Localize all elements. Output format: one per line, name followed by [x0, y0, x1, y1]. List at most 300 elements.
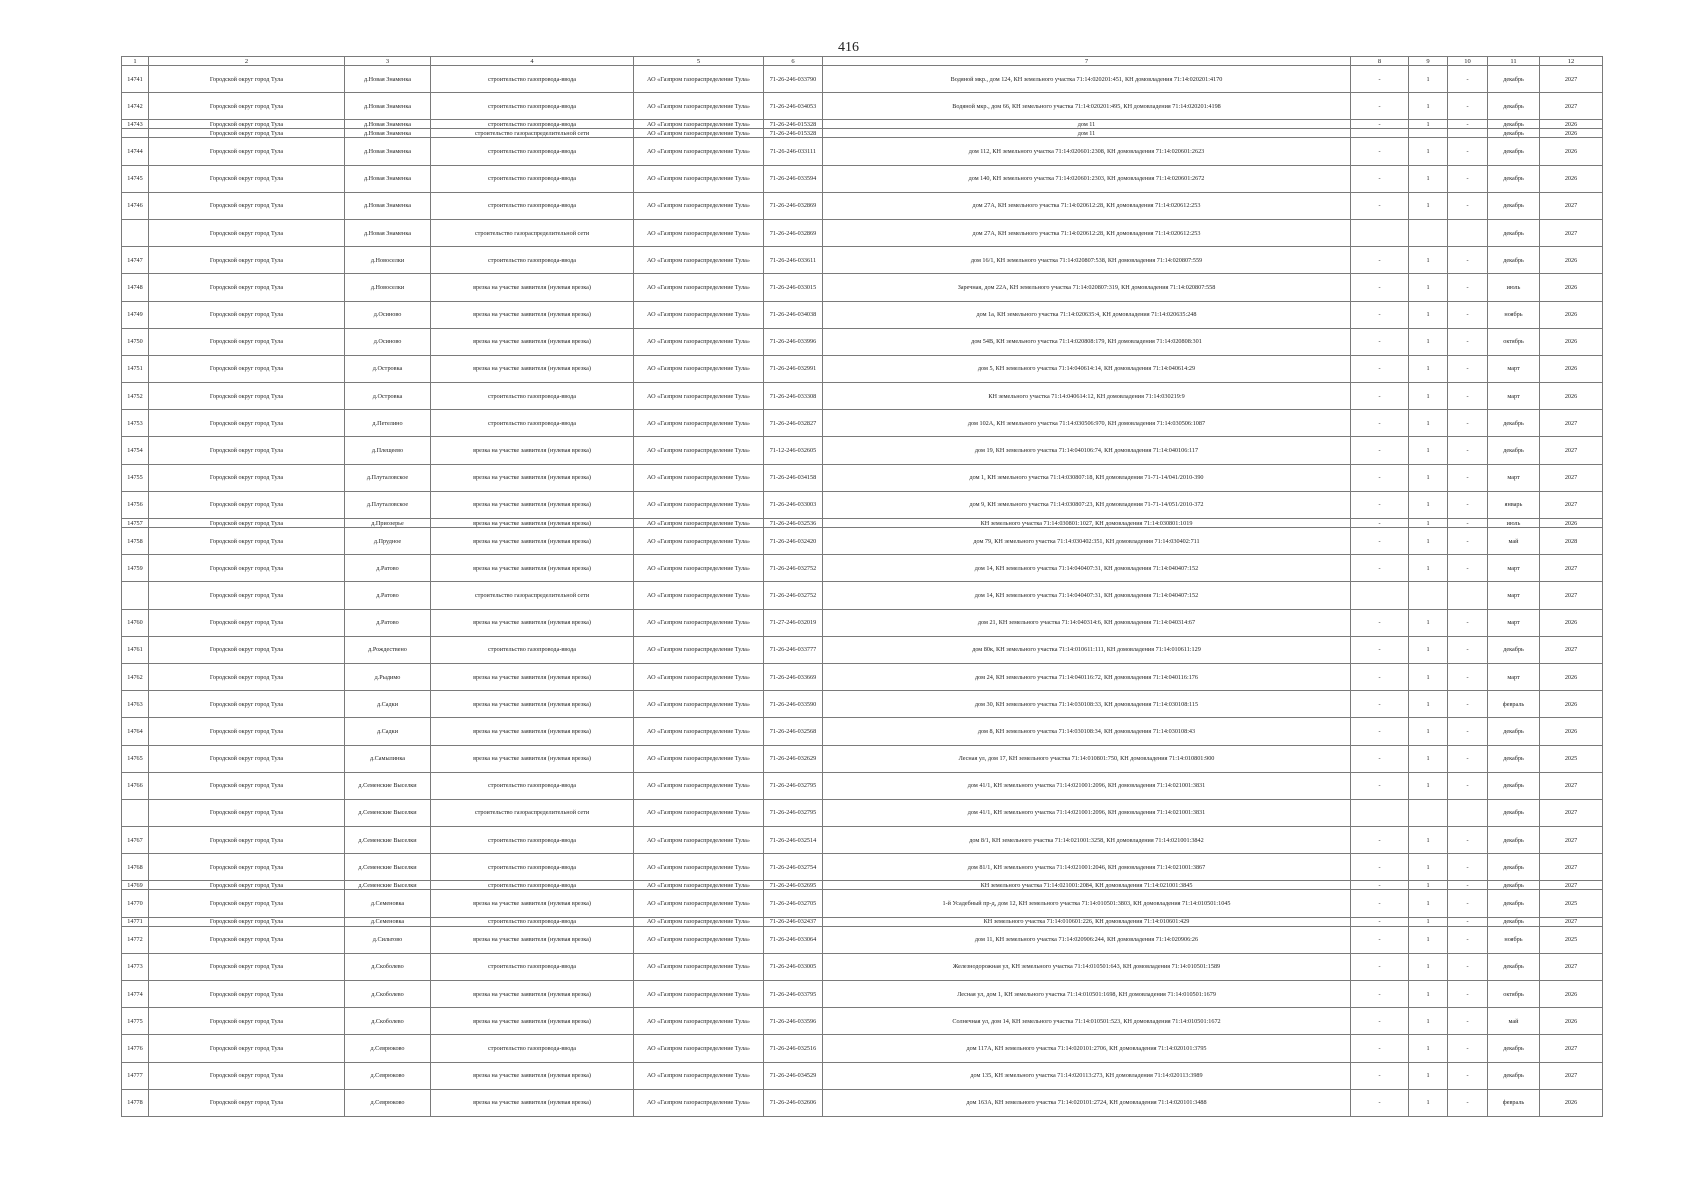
district-cell: Городской округ город Тула	[149, 1062, 345, 1089]
application-code-cell: 71-26-246-032420	[764, 528, 823, 555]
column-10-cell	[1448, 582, 1488, 609]
district-cell: Городской округ город Тула	[149, 1089, 345, 1116]
application-code-cell: 71-26-246-032869	[764, 219, 823, 246]
month-cell: декабрь	[1488, 745, 1540, 772]
column-8-cell: -	[1351, 609, 1409, 636]
work-type-cell: врезка на участке заявителя (нулевая врезка)	[431, 890, 634, 917]
column-9-cell: 1	[1409, 66, 1448, 93]
column-8-cell: -	[1351, 953, 1409, 980]
column-8-cell: -	[1351, 301, 1409, 328]
application-code-cell: 71-26-246-033308	[764, 383, 823, 410]
table-row	[122, 1089, 1603, 1116]
row-number-cell: 14749	[122, 301, 149, 328]
year-cell: 2026	[1540, 981, 1603, 1008]
application-code-cell: 71-26-246-032516	[764, 1035, 823, 1062]
work-type-cell: врезка на участке заявителя (нулевая врезка)	[431, 981, 634, 1008]
row-number-cell: 14755	[122, 464, 149, 491]
month-cell: декабрь	[1488, 953, 1540, 980]
address-cell: дом 163А, КН земельного участка 71:14:020101:2724, КН домовладения 71:14:020101:3488	[823, 1089, 1351, 1116]
organization-cell: АО «Газпром газораспределение Тула»	[634, 129, 764, 138]
organization-cell: АО «Газпром газораспределение Тула»	[634, 519, 764, 528]
column-8-cell: -	[1351, 636, 1409, 663]
application-code-cell: 71-26-246-033594	[764, 165, 823, 192]
application-code-cell: 71-26-246-033996	[764, 328, 823, 355]
column-10-cell	[1448, 129, 1488, 138]
district-cell: Городской округ город Тула	[149, 301, 345, 328]
application-code-cell: 71-26-246-032754	[764, 854, 823, 881]
year-cell: 2027	[1540, 917, 1603, 926]
application-code-cell: 71-26-246-034053	[764, 93, 823, 120]
year-cell: 2027	[1540, 772, 1603, 799]
column-9-cell: 1	[1409, 636, 1448, 663]
row-number-cell: 14769	[122, 881, 149, 890]
column-8-cell: -	[1351, 555, 1409, 582]
address-cell: Водяной мкр., дом 66, КН земельного участка 71:14:020201:495, КН домовладения 71:14:020201:4198	[823, 93, 1351, 120]
year-cell: 2026	[1540, 383, 1603, 410]
address-cell: дом 19, КН земельного участка 71:14:040106:74, КН домовладения 71:14:040106:117	[823, 437, 1351, 464]
row-number-cell: 14772	[122, 926, 149, 953]
column-9-cell: 1	[1409, 192, 1448, 219]
district-cell: Городской округ город Тула	[149, 410, 345, 437]
settlement-cell: д.Семенские Выселки	[345, 799, 431, 826]
work-type-cell: врезка на участке заявителя (нулевая врезка)	[431, 528, 634, 555]
settlement-cell: д.Скоболево	[345, 981, 431, 1008]
table-row	[122, 772, 1603, 799]
table-row	[122, 491, 1603, 518]
district-cell: Городской округ город Тула	[149, 772, 345, 799]
application-code-cell: 71-26-246-032568	[764, 718, 823, 745]
organization-cell: АО «Газпром газораспределение Тула»	[634, 247, 764, 274]
month-cell: декабрь	[1488, 881, 1540, 890]
settlement-cell: д.Севрюково	[345, 1089, 431, 1116]
column-9-cell: 1	[1409, 745, 1448, 772]
table-row	[122, 437, 1603, 464]
address-cell: дом 135, КН земельного участка 71:14:020113:273, КН домовладения 71:14:020113:3989	[823, 1062, 1351, 1089]
column-9-cell: 1	[1409, 138, 1448, 165]
organization-cell: АО «Газпром газораспределение Тула»	[634, 1035, 764, 1062]
column-9-cell: 1	[1409, 981, 1448, 1008]
address-cell: дом 8, КН земельного участка 71:14:030108:34, КН домовладения 71:14:030108:43	[823, 718, 1351, 745]
address-cell: дом 9, КН земельного участка 71:14:030807:23, КН домовладения 71-71-14/051/2010-372	[823, 491, 1351, 518]
month-cell: июль	[1488, 519, 1540, 528]
work-type-cell: врезка на участке заявителя (нулевая врезка)	[431, 1008, 634, 1035]
month-cell: декабрь	[1488, 718, 1540, 745]
settlement-cell: д.Ратово	[345, 582, 431, 609]
column-10-cell: -	[1448, 745, 1488, 772]
district-cell: Городской округ город Тула	[149, 192, 345, 219]
district-cell: Городской округ город Тула	[149, 437, 345, 464]
address-cell: дом 14, КН земельного участка 71:14:040407:31, КН домовладения 71:14:040407:152	[823, 555, 1351, 582]
organization-cell: АО «Газпром газораспределение Тула»	[634, 799, 764, 826]
address-cell: дом 30, КН земельного участка 71:14:030108:33, КН домовладения 71:14:030108:115	[823, 691, 1351, 718]
settlement-cell: д.Плуталовское	[345, 491, 431, 518]
column-header: 3	[345, 57, 431, 66]
district-cell: Городской округ город Тула	[149, 66, 345, 93]
column-9-cell: 1	[1409, 410, 1448, 437]
column-8-cell: -	[1351, 745, 1409, 772]
column-10-cell: -	[1448, 192, 1488, 219]
work-type-cell: строительство газопровода-ввода	[431, 120, 634, 129]
year-cell: 2026	[1540, 691, 1603, 718]
column-8-cell: -	[1351, 328, 1409, 355]
month-cell: декабрь	[1488, 772, 1540, 799]
settlement-cell: д.Семенские Выселки	[345, 772, 431, 799]
organization-cell: АО «Газпром газораспределение Тула»	[634, 609, 764, 636]
year-cell: 2026	[1540, 138, 1603, 165]
district-cell: Городской округ город Тула	[149, 854, 345, 881]
work-type-cell: строительство газопровода-ввода	[431, 247, 634, 274]
column-8-cell: -	[1351, 827, 1409, 854]
district-cell: Городской округ город Тула	[149, 926, 345, 953]
table-row	[122, 981, 1603, 1008]
settlement-cell: д.Новая Знаменка	[345, 138, 431, 165]
organization-cell: АО «Газпром газораспределение Тула»	[634, 663, 764, 690]
column-9-cell: 1	[1409, 718, 1448, 745]
month-cell: май	[1488, 528, 1540, 555]
column-10-cell: -	[1448, 383, 1488, 410]
header-row	[122, 57, 1603, 66]
year-cell: 2027	[1540, 192, 1603, 219]
column-8-cell: -	[1351, 691, 1409, 718]
month-cell: декабрь	[1488, 129, 1540, 138]
application-code-cell: 71-26-246-034158	[764, 464, 823, 491]
column-9-cell: 1	[1409, 881, 1448, 890]
settlement-cell: д.Петелино	[345, 410, 431, 437]
column-10-cell: -	[1448, 917, 1488, 926]
row-number-cell: 14773	[122, 953, 149, 980]
column-8-cell: -	[1351, 120, 1409, 129]
row-number-cell: 14757	[122, 519, 149, 528]
work-type-cell: врезка на участке заявителя (нулевая врезка)	[431, 663, 634, 690]
application-code-cell: 71-26-246-033790	[764, 66, 823, 93]
organization-cell: АО «Газпром газораспределение Тула»	[634, 718, 764, 745]
application-code-cell: 71-26-246-032606	[764, 1089, 823, 1116]
column-8-cell: -	[1351, 981, 1409, 1008]
table-row	[122, 301, 1603, 328]
organization-cell: АО «Газпром газораспределение Тула»	[634, 1089, 764, 1116]
work-type-cell: врезка на участке заявителя (нулевая врезка)	[431, 464, 634, 491]
organization-cell: АО «Газпром газораспределение Тула»	[634, 772, 764, 799]
address-cell: дом 80к, КН земельного участка 71:14:010611:111, КН домовладения 71:14:010611:129	[823, 636, 1351, 663]
address-cell: 1-й Усадебный пр-д, дом 12, КН земельного участка 71:14:010501:3803, КН домовладения 71:14:010501:1045	[823, 890, 1351, 917]
column-9-cell: 1	[1409, 383, 1448, 410]
year-cell: 2027	[1540, 464, 1603, 491]
column-header: 5	[634, 57, 764, 66]
column-10-cell: -	[1448, 953, 1488, 980]
column-8-cell: -	[1351, 1089, 1409, 1116]
address-cell: Солнечная ул, дом 14, КН земельного участка 71:14:010501:523, КН домовладения 71:14:010501:1672	[823, 1008, 1351, 1035]
column-9-cell: 1	[1409, 691, 1448, 718]
address-cell: дом 81/1, КН земельного участка 71:14:021001:2046, КН домовладения 71:14:021001:3867	[823, 854, 1351, 881]
year-cell: 2027	[1540, 410, 1603, 437]
month-cell: декабрь	[1488, 120, 1540, 129]
month-cell: ноябрь	[1488, 301, 1540, 328]
application-code-cell: 71-26-246-033611	[764, 247, 823, 274]
row-number-cell: 14746	[122, 192, 149, 219]
column-10-cell: -	[1448, 410, 1488, 437]
work-type-cell: строительство газораспределительной сети	[431, 219, 634, 246]
column-8-cell: -	[1351, 1035, 1409, 1062]
year-cell: 2026	[1540, 301, 1603, 328]
month-cell: октябрь	[1488, 981, 1540, 1008]
organization-cell: АО «Газпром газораспределение Тула»	[634, 953, 764, 980]
district-cell: Городской округ город Тула	[149, 1035, 345, 1062]
application-code-cell: 71-26-246-033590	[764, 691, 823, 718]
settlement-cell: д.Новая Знаменка	[345, 165, 431, 192]
settlement-cell: д.Севрюково	[345, 1062, 431, 1089]
district-cell: Городской округ город Тула	[149, 274, 345, 301]
work-type-cell: строительство газопровода-ввода	[431, 881, 634, 890]
column-10-cell: -	[1448, 66, 1488, 93]
district-cell: Городской округ город Тула	[149, 799, 345, 826]
organization-cell: АО «Газпром газораспределение Тула»	[634, 437, 764, 464]
column-8-cell	[1351, 582, 1409, 609]
row-number-cell: 14764	[122, 718, 149, 745]
row-number-cell: 14763	[122, 691, 149, 718]
application-code-cell: 71-26-246-033003	[764, 491, 823, 518]
district-cell: Городской округ город Тула	[149, 383, 345, 410]
column-10-cell: -	[1448, 827, 1488, 854]
column-10-cell: -	[1448, 981, 1488, 1008]
application-code-cell: 71-26-246-033596	[764, 1008, 823, 1035]
column-10-cell: -	[1448, 1089, 1488, 1116]
settlement-cell: д.Севрюково	[345, 1035, 431, 1062]
column-8-cell: -	[1351, 528, 1409, 555]
month-cell: ноябрь	[1488, 926, 1540, 953]
organization-cell: АО «Газпром газораспределение Тула»	[634, 491, 764, 518]
table-row	[122, 881, 1603, 890]
application-code-cell: 71-26-246-032752	[764, 582, 823, 609]
application-code-cell: 71-26-246-032705	[764, 890, 823, 917]
year-cell: 2027	[1540, 799, 1603, 826]
table-row	[122, 355, 1603, 382]
work-type-cell: строительство газораспределительной сети	[431, 799, 634, 826]
settlement-cell: д.Садки	[345, 718, 431, 745]
address-cell: КН земельного участка 71:14:040614:12, КН домовладения 71:14:030219:9	[823, 383, 1351, 410]
month-cell: декабрь	[1488, 854, 1540, 881]
district-cell: Городской округ город Тула	[149, 609, 345, 636]
year-cell: 2026	[1540, 663, 1603, 690]
year-cell: 2027	[1540, 93, 1603, 120]
table-row	[122, 66, 1603, 93]
district-cell: Городской округ город Тула	[149, 355, 345, 382]
month-cell: декабрь	[1488, 636, 1540, 663]
column-9-cell: 1	[1409, 247, 1448, 274]
table-row	[122, 129, 1603, 138]
address-cell: дом 11, КН земельного участка 71:14:020906:244, КН домовладения 71:14:020906:26	[823, 926, 1351, 953]
column-10-cell: -	[1448, 881, 1488, 890]
organization-cell: АО «Газпром газораспределение Тула»	[634, 274, 764, 301]
column-10-cell: -	[1448, 138, 1488, 165]
work-type-cell: врезка на участке заявителя (нулевая врезка)	[431, 328, 634, 355]
month-cell: декабрь	[1488, 219, 1540, 246]
column-10-cell: -	[1448, 890, 1488, 917]
table-row	[122, 464, 1603, 491]
settlement-cell: д.Семенские Выселки	[345, 854, 431, 881]
month-cell: март	[1488, 582, 1540, 609]
column-9-cell: 1	[1409, 355, 1448, 382]
district-cell: Городской округ город Тула	[149, 93, 345, 120]
month-cell: февраль	[1488, 1089, 1540, 1116]
month-cell: декабрь	[1488, 890, 1540, 917]
column-header: 4	[431, 57, 634, 66]
row-number-cell: 14754	[122, 437, 149, 464]
month-cell: январь	[1488, 491, 1540, 518]
year-cell: 2026	[1540, 328, 1603, 355]
address-cell: дом 79, КН земельного участка 71:14:030402:351, КН домовладения 71:14:030402:711	[823, 528, 1351, 555]
address-cell: КН земельного участка 71:14:021001:2084, КН домовладения 71:14:021001:3845	[823, 881, 1351, 890]
district-cell: Городской округ город Тула	[149, 464, 345, 491]
column-9-cell	[1409, 129, 1448, 138]
work-type-cell: строительство газопровода-ввода	[431, 827, 634, 854]
organization-cell: АО «Газпром газораспределение Тула»	[634, 854, 764, 881]
district-cell: Городской округ город Тула	[149, 491, 345, 518]
row-number-cell: 14766	[122, 772, 149, 799]
column-10-cell: -	[1448, 1035, 1488, 1062]
year-cell: 2027	[1540, 953, 1603, 980]
row-number-cell: 14762	[122, 663, 149, 690]
month-cell: декабрь	[1488, 66, 1540, 93]
district-cell: Городской округ город Тула	[149, 890, 345, 917]
column-9-cell: 1	[1409, 519, 1448, 528]
work-type-cell: строительство газопровода-ввода	[431, 772, 634, 799]
column-9-cell: 1	[1409, 926, 1448, 953]
settlement-cell: д.Новая Знаменка	[345, 66, 431, 93]
row-number-cell: 14748	[122, 274, 149, 301]
year-cell: 2026	[1540, 519, 1603, 528]
column-8-cell: -	[1351, 917, 1409, 926]
address-cell: дом 11	[823, 129, 1351, 138]
column-8-cell: -	[1351, 854, 1409, 881]
column-8-cell: -	[1351, 437, 1409, 464]
work-type-cell: врезка на участке заявителя (нулевая врезка)	[431, 274, 634, 301]
address-cell: дом 140, КН земельного участка 71:14:020601:2303, КН домовладения 71:14:020601:2672	[823, 165, 1351, 192]
table-row	[122, 953, 1603, 980]
column-8-cell: -	[1351, 881, 1409, 890]
page-number: 416	[838, 40, 859, 55]
table-row	[122, 192, 1603, 219]
column-10-cell: -	[1448, 854, 1488, 881]
address-cell: дом 112, КН земельного участка 71:14:020601:2308, КН домовладения 71:14:020601:2623	[823, 138, 1351, 165]
row-number-cell: 14775	[122, 1008, 149, 1035]
address-cell: КН земельного участка 71:14:010601:226, КН домовладения 71:14:010601:429	[823, 917, 1351, 926]
column-8-cell: -	[1351, 926, 1409, 953]
table-row	[122, 138, 1603, 165]
row-number-cell	[122, 219, 149, 246]
year-cell: 2025	[1540, 926, 1603, 953]
application-code-cell: 71-26-246-032437	[764, 917, 823, 926]
settlement-cell: д.Скоболево	[345, 953, 431, 980]
column-9-cell: 1	[1409, 663, 1448, 690]
table-row	[122, 609, 1603, 636]
row-number-cell: 14771	[122, 917, 149, 926]
address-cell: КН земельного участка 71:14:030801:1027, КН домовладения 71:14:030801:1019	[823, 519, 1351, 528]
application-code-cell: 71-26-246-033064	[764, 926, 823, 953]
month-cell: декабрь	[1488, 1062, 1540, 1089]
organization-cell: АО «Газпром газораспределение Тула»	[634, 981, 764, 1008]
column-8-cell	[1351, 799, 1409, 826]
column-9-cell: 1	[1409, 1089, 1448, 1116]
year-cell: 2027	[1540, 827, 1603, 854]
column-8-cell	[1351, 219, 1409, 246]
column-header: 2	[149, 57, 345, 66]
work-type-cell: врезка на участке заявителя (нулевая врезка)	[431, 301, 634, 328]
column-8-cell: -	[1351, 247, 1409, 274]
organization-cell: АО «Газпром газораспределение Тула»	[634, 1008, 764, 1035]
column-9-cell	[1409, 799, 1448, 826]
month-cell: декабрь	[1488, 799, 1540, 826]
district-cell: Городской округ город Тула	[149, 745, 345, 772]
district-cell: Городской округ город Тула	[149, 165, 345, 192]
column-9-cell: 1	[1409, 1008, 1448, 1035]
table-row	[122, 555, 1603, 582]
table-row	[122, 120, 1603, 129]
settlement-cell: д.Рождествено	[345, 636, 431, 663]
application-code-cell: 71-26-246-032514	[764, 827, 823, 854]
column-header: 1	[122, 57, 149, 66]
organization-cell: АО «Газпром газораспределение Тула»	[634, 636, 764, 663]
column-10-cell: -	[1448, 464, 1488, 491]
district-cell: Городской округ город Тула	[149, 219, 345, 246]
row-number-cell	[122, 129, 149, 138]
work-type-cell: врезка на участке заявителя (нулевая врезка)	[431, 609, 634, 636]
address-cell: дом 8/1, КН земельного участка 71:14:021001:3258, КН домовладения 71:14:021001:3842	[823, 827, 1351, 854]
work-type-cell: строительство газопровода-ввода	[431, 383, 634, 410]
settlement-cell: д.Осиново	[345, 328, 431, 355]
table-row	[122, 528, 1603, 555]
column-header: 9	[1409, 57, 1448, 66]
table-row	[122, 93, 1603, 120]
application-code-cell: 71-26-246-033669	[764, 663, 823, 690]
row-number-cell: 14752	[122, 383, 149, 410]
month-cell: декабрь	[1488, 437, 1540, 464]
district-cell: Городской округ город Тула	[149, 827, 345, 854]
district-cell: Городской округ город Тула	[149, 582, 345, 609]
organization-cell: АО «Газпром газораспределение Тула»	[634, 881, 764, 890]
work-type-cell: строительство газопровода-ввода	[431, 854, 634, 881]
organization-cell: АО «Газпром газораспределение Тула»	[634, 410, 764, 437]
settlement-cell: д.Садки	[345, 691, 431, 718]
organization-cell: АО «Газпром газораспределение Тула»	[634, 328, 764, 355]
column-8-cell: -	[1351, 165, 1409, 192]
settlement-cell: д.Семенские Выселки	[345, 881, 431, 890]
row-number-cell: 14743	[122, 120, 149, 129]
settlement-cell: д.Островка	[345, 355, 431, 382]
address-cell: Железнодорожная ул, КН земельного участка 71:14:010501:643, КН домовладения 71:14:010501:1589	[823, 953, 1351, 980]
organization-cell: АО «Газпром газораспределение Тула»	[634, 66, 764, 93]
organization-cell: АО «Газпром газораспределение Тула»	[634, 355, 764, 382]
column-8-cell: -	[1351, 192, 1409, 219]
address-cell: дом 102А, КН земельного участка 71:14:030506:970, КН домовладения 71:14:030506:1087	[823, 410, 1351, 437]
address-cell: дом 41/1, КН земельного участка 71:14:021001:2096, КН домовладения 71:14:021001:3831	[823, 799, 1351, 826]
column-10-cell: -	[1448, 528, 1488, 555]
work-type-cell: врезка на участке заявителя (нулевая врезка)	[431, 355, 634, 382]
settlement-cell: д.Новая Знаменка	[345, 219, 431, 246]
month-cell: март	[1488, 663, 1540, 690]
settlement-cell: д.Новая Знаменка	[345, 120, 431, 129]
application-code-cell: 71-26-246-032536	[764, 519, 823, 528]
column-10-cell: -	[1448, 609, 1488, 636]
column-8-cell: -	[1351, 718, 1409, 745]
work-type-cell: строительство газопровода-ввода	[431, 192, 634, 219]
column-10-cell: -	[1448, 691, 1488, 718]
column-8-cell: -	[1351, 383, 1409, 410]
month-cell: октябрь	[1488, 328, 1540, 355]
column-10-cell: -	[1448, 355, 1488, 382]
month-cell: декабрь	[1488, 410, 1540, 437]
district-cell: Городской округ город Тула	[149, 247, 345, 274]
district-cell: Городской округ город Тула	[149, 691, 345, 718]
